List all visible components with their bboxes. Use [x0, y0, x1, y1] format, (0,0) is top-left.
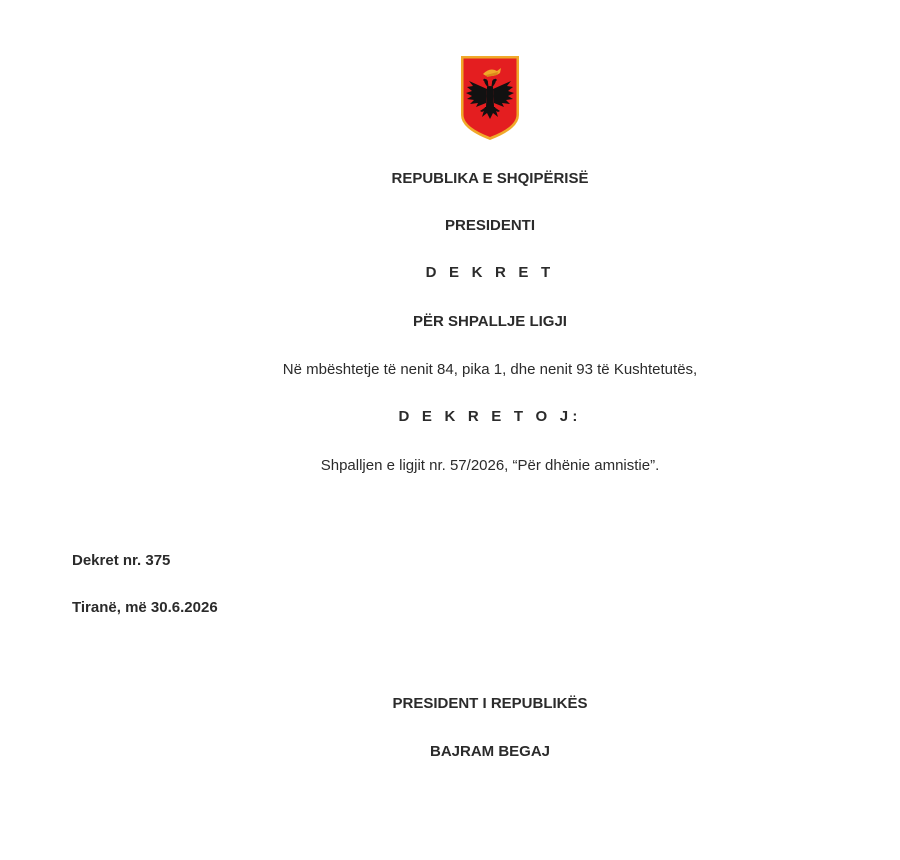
- signature-title: PRESIDENT I REPUBLIKËS: [392, 695, 588, 712]
- document-type-heading: D E K R E T: [425, 264, 555, 281]
- office-heading: PRESIDENTI: [444, 217, 535, 234]
- place-date: Tiranë, më 30.6.2026: [72, 599, 218, 616]
- signature-name: BAJRAM BEGAJ: [429, 743, 550, 760]
- subject-heading: PËR SHPALLJE LIGJI: [413, 313, 567, 330]
- albanian-coat-of-arms-icon: [460, 55, 520, 141]
- decision-text: Shpalljen e ligjit nr. 57/2026, “Për dhënie amnistie”.: [320, 457, 660, 474]
- decree-number: Dekret nr. 375: [72, 552, 171, 569]
- legal-basis-text: Në mbështetje të nenit 84, pika 1, dhe nenit 93 të Kushtetutës,: [282, 361, 698, 378]
- country-heading: REPUBLIKA E SHQIPËRISË: [391, 170, 589, 187]
- decree-verb-heading: D E K R E T O J:: [398, 408, 582, 425]
